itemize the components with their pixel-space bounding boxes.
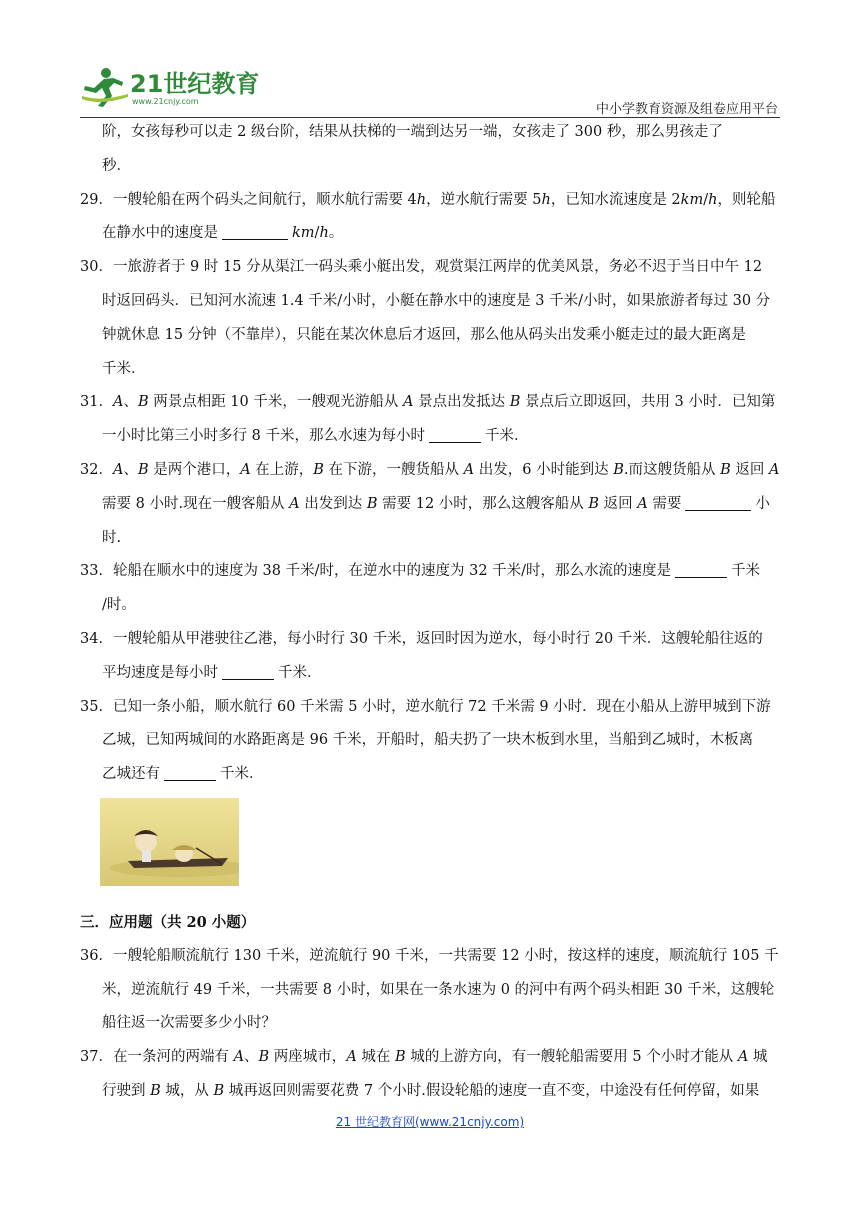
document-body: [80, 116, 780, 1109]
site-logo: [80, 66, 270, 108]
question-text: 行驶到: [102, 1082, 151, 1099]
answer-blank[interactable]: [222, 222, 288, 240]
point-label: A: [463, 461, 475, 478]
question-text: 城在: [356, 1049, 396, 1066]
question-text: 需要 12 小时，那么这艘客船从: [377, 495, 589, 512]
point-label: B: [137, 461, 149, 478]
question-text: 在一条河的两端有: [112, 1049, 234, 1066]
point-label: B: [395, 1049, 406, 1066]
question-31: [80, 386, 780, 454]
separator: 、: [244, 1049, 259, 1066]
question-text: 在下游，一艘货船从: [323, 461, 464, 478]
question-text: 平均速度是每小时: [102, 664, 218, 681]
question-text: 返回: [730, 461, 769, 478]
question-text: 城的上游方向，有一艘轮船需要用 5 个小时才能从: [405, 1049, 738, 1066]
q28-line1: 阶，女孩每秒可以走 2 级台阶，结果从扶梯的一端到达另一端，女孩走了 300 秒，那么男孩走了: [102, 124, 723, 140]
question-text: 。: [328, 225, 344, 242]
question-number: 37．: [80, 1049, 113, 1066]
platform-name: 中小学教育资源及组卷应用平台: [595, 102, 778, 117]
unit-separator: /: [314, 225, 320, 242]
answer-blank[interactable]: [429, 425, 481, 443]
question-text: 出发，6 小时能到达: [474, 461, 614, 478]
question-text: 城再返回则需要花费 7 个小时.假设轮船的速度一直不变，中途没有任何停留，如果: [224, 1082, 760, 1099]
point-label: B: [258, 1049, 270, 1066]
point-label: B: [613, 461, 624, 478]
question-text: 城: [748, 1049, 768, 1066]
question-text: 城，从: [160, 1082, 214, 1099]
question-number: 32．: [80, 461, 113, 478]
page-header: [0, 0, 860, 118]
question-text: 景点后立即返回，共用 3 小时．已知第: [520, 394, 776, 411]
point-label: A: [112, 461, 124, 478]
point-label: A: [240, 461, 251, 478]
separator: 、: [123, 394, 138, 411]
question-text: ，逆水航行需要 5: [426, 191, 542, 208]
question-text: 千米．: [484, 428, 529, 445]
q28-line2: 秒．: [102, 157, 131, 174]
question-number: 33．: [80, 563, 113, 580]
question-text: 是两个港口，: [148, 461, 241, 478]
question-36: [80, 940, 780, 1041]
unit: h: [319, 225, 329, 242]
question-text: 钟就休息 15 分钟（不靠岸），只能在某次休息后才返回，那么他从码头出发乘小艇走过的最大距离是: [102, 326, 746, 343]
unit: h: [541, 191, 551, 208]
question-text: 一艘轮船从甲港驶往乙港，每小时行 30 千米，返回时因为逆水，每小时行 20 千米．这艘轮船往返的: [112, 630, 763, 647]
question-text: 在上游，: [250, 461, 314, 478]
question-28-continued: [80, 116, 780, 184]
point-label: B: [150, 1082, 161, 1099]
unit: km: [680, 191, 704, 208]
question-text: 一旅游者于 9 时 15 分从渠江一码头乘小艇出发，观赏渠江两岸的优美风景，务必不迟于当日中午 12: [112, 259, 763, 276]
point-label: A: [112, 394, 124, 411]
answer-blank[interactable]: [222, 662, 274, 680]
unit: h: [416, 191, 427, 208]
boat-illustration: [100, 798, 239, 886]
answer-blank[interactable]: [164, 763, 216, 781]
question-text: 轮船在顺水中的速度为 38 千米/时，在逆水中的速度为 32 千米/时，那么水流的速度是: [112, 563, 672, 580]
point-label: B: [366, 495, 378, 512]
question-text: 两景点相距 10 千米，一艘观光游船从: [148, 394, 403, 411]
point-label: A: [233, 1049, 245, 1066]
question-text: ，已知水流速度是 2: [550, 191, 681, 208]
footer-link[interactable]: 21 世纪教育网(www.21cnjy.com): [335, 1115, 525, 1129]
question-text: 返回: [599, 495, 638, 512]
point-label: B: [720, 461, 731, 478]
question-text: 一艘轮船在两个码头之间航行，顺水航行需要 4: [112, 191, 417, 208]
question-text: 船往返一次需要多少小时？: [102, 1015, 276, 1032]
question-text: 米，逆流航行 49 千米，一共需要 8 小时，如果在一条水速为 0 的河中有两个码头相距 30 千米，这艘轮: [102, 981, 775, 998]
question-34: [80, 623, 780, 691]
question-text: 小: [755, 495, 770, 512]
point-label: B: [588, 495, 600, 512]
question-37: [80, 1041, 780, 1109]
point-label: B: [137, 394, 149, 411]
question-text: 千米．: [278, 664, 322, 681]
point-label: A: [768, 461, 780, 478]
separator: 、: [123, 461, 138, 478]
answer-blank[interactable]: [685, 493, 751, 511]
question-text: 一小时比第三小时多行 8 千米，那么水速为每小时: [102, 428, 425, 445]
point-label: A: [346, 1049, 357, 1066]
section-heading-applications: 三．应用题（共 20 小题）: [80, 913, 256, 931]
point-label: A: [737, 1049, 749, 1066]
point-label: A: [402, 394, 414, 411]
question-text: ，则轮船: [717, 191, 776, 208]
question-text: /时。: [102, 597, 136, 614]
unit: km: [292, 225, 315, 242]
question-number: 35．: [80, 698, 113, 715]
point-label: B: [213, 1082, 225, 1099]
question-number: 29．: [80, 191, 113, 208]
question-text: 时.: [102, 529, 122, 546]
question-text: 千米．: [220, 766, 264, 783]
question-text: 在静水中的速度是: [102, 225, 218, 242]
runner-icon: [82, 68, 128, 107]
question-number: 30．: [80, 259, 113, 276]
unit: h: [708, 191, 718, 208]
question-text: 乙城，已知两城间的水路距离是 96 千米，开船时，船夫扔了一块木板到水里，当船到乙城时，木板离: [102, 732, 754, 749]
question-text: 乙城还有: [102, 766, 160, 783]
question-30: [80, 251, 780, 386]
logo-text: 21世纪教育: [130, 70, 260, 98]
point-label: B: [509, 394, 521, 411]
question-text: 出发到达: [299, 495, 367, 512]
unit-separator: /: [703, 191, 709, 208]
point-label: B: [313, 461, 324, 478]
question-33: [80, 555, 780, 623]
question-32: [80, 454, 780, 555]
logo-url: www.21cnjy.com: [132, 97, 199, 106]
question-number: 31．: [80, 394, 113, 411]
point-label: A: [289, 495, 300, 512]
question-text: 千米: [731, 563, 761, 580]
question-text: 需要 8 小时.现在一艘客船从: [102, 495, 290, 512]
question-35: [80, 691, 780, 792]
question-text: 一艘轮船顺流航行 130 千米，逆流航行 90 千米，一共需要 12 小时，按这样的速度，顺流航行 105 千: [112, 947, 779, 964]
answer-blank[interactable]: [675, 560, 727, 578]
question-29: [80, 184, 780, 252]
question-text: .而这艘货船从: [623, 461, 721, 478]
question-text: 时返回码头．已知河水流速 1.4 千米/小时，小艇在静水中的速度是 3 千米/小时，如果旅游者每过 30 分: [102, 292, 771, 309]
question-text: 千米．: [102, 360, 146, 377]
question-text: 景点出发抵达: [413, 394, 510, 411]
question-number: 34．: [80, 630, 113, 647]
question-text: 两座城市，: [269, 1049, 347, 1066]
illustration-wrapper: [100, 798, 780, 902]
question-text: 需要: [647, 495, 682, 512]
question-number: 36．: [80, 947, 113, 964]
question-text: 已知一条小船，顺水航行 60 千米需 5 小时，逆水航行 72 千米需 9 小时．现在小船从上游甲城到下游: [112, 698, 771, 715]
point-label: A: [637, 495, 648, 512]
